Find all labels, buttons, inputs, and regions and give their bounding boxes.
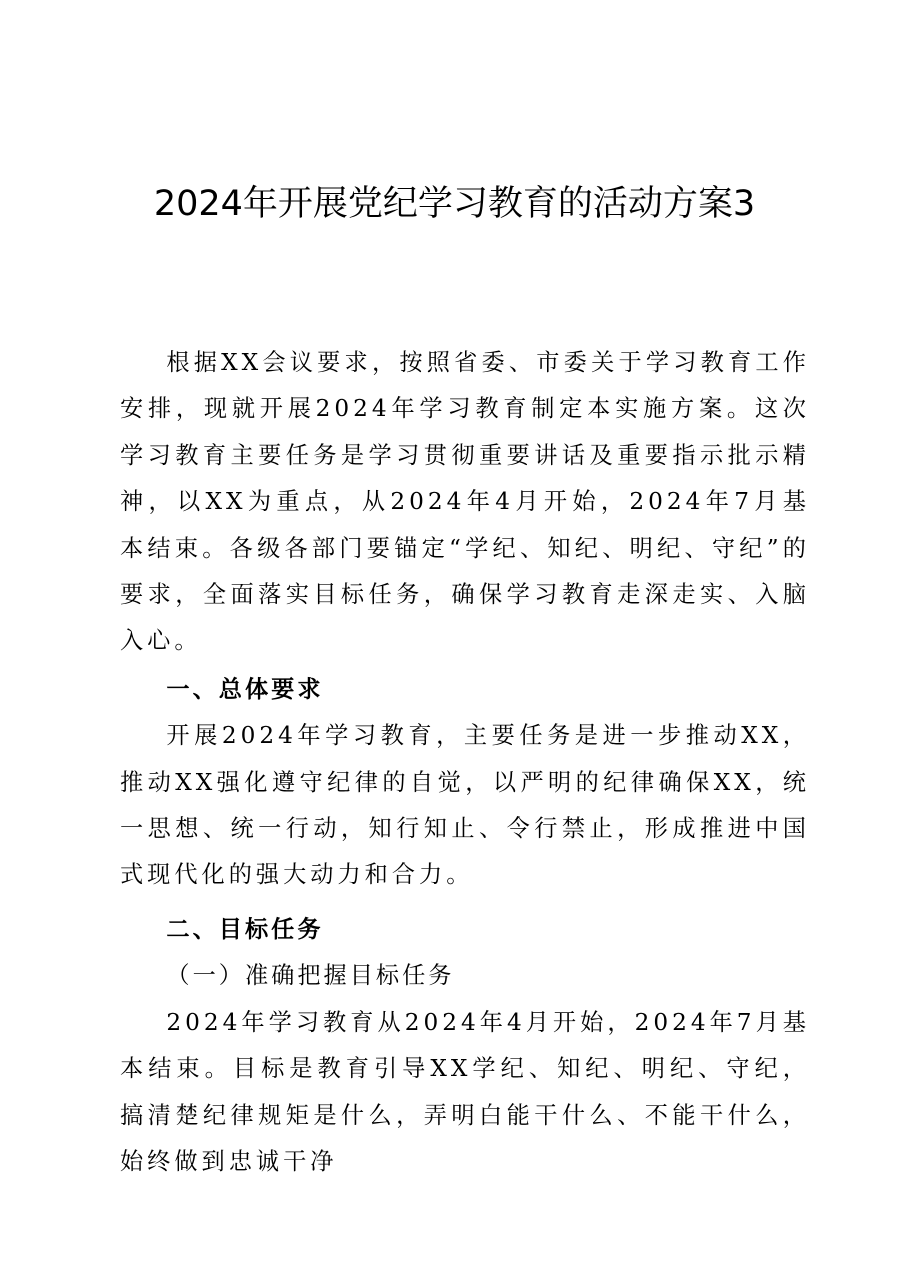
section-heading-general-requirements: 一、总体要求: [166, 675, 324, 703]
document-body: [120, 340, 810, 1185]
document-title: 2024年开展党纪学习教育的活动方案3: [153, 184, 756, 224]
subsection-heading-grasp-goals: （一）准确把握目标任务: [166, 962, 455, 990]
goals-paragraph: 2024年学习教育从2024年4月开始，2024年7月基本结束。目标是教育引导XX学纪、知纪、明纪、守纪，搞清楚纪律规矩是什么，弄明白能干什么、不能干什么，始终做到忠诚干净: [120, 1008, 810, 1175]
section-heading-goals-tasks: 二、目标任务: [166, 915, 324, 943]
general-requirements-paragraph: 开展2024年学习教育，主要任务是进一步推动XX，推动XX强化遵守纪律的自觉，以严明的纪律确保XX，统一思想、统一行动，知行知止、令行禁止，形成推进中国式现代化的强大动力和合力。: [120, 722, 810, 889]
intro-paragraph: 根据XX会议要求，按照省委、市委关于学习教育工作安排，现就开展2024年学习教育制定本实施方案。这次学习教育主要任务是学习贯彻重要讲话及重要指示批示精神，以XX为重点，从2024年4月开始，2024年7月基本结束。各级各部门要锚定“学纪、知纪、明纪、守纪”的要求，全面落实目标任务，确保学习教育走深走实、入脑入心。: [120, 349, 810, 655]
